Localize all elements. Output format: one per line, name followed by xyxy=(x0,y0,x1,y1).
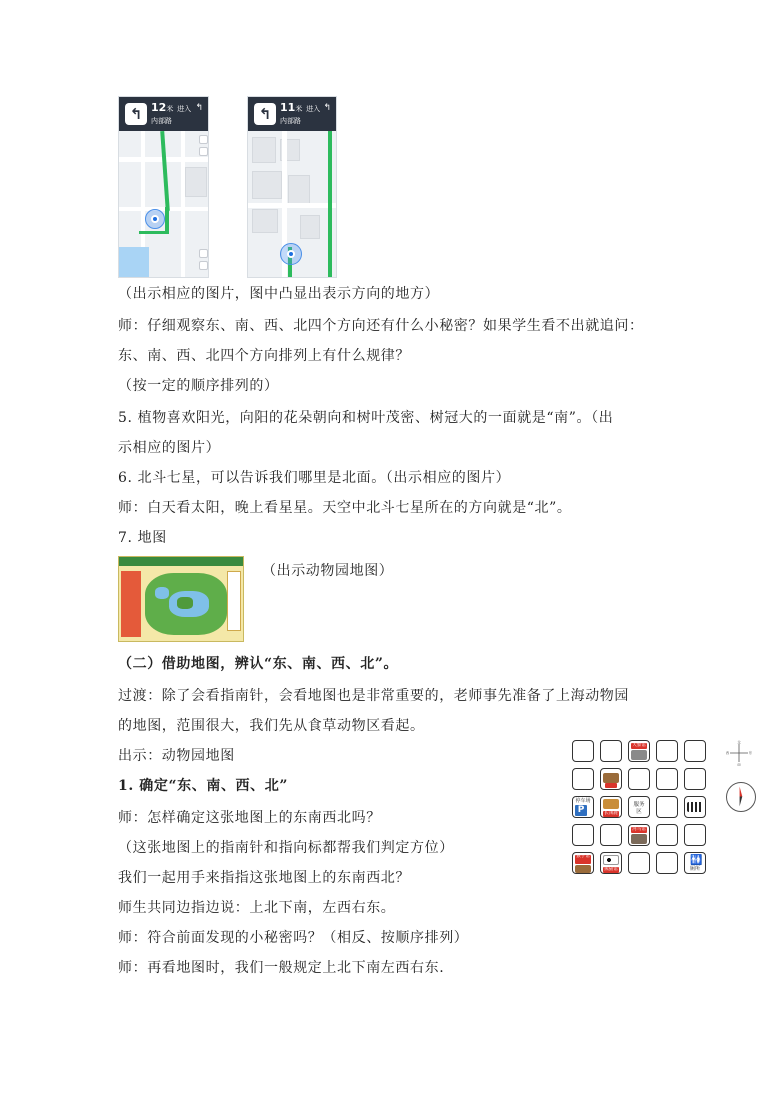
nav-distance: 12 xyxy=(151,101,167,114)
grid-cell xyxy=(684,824,706,846)
compass-icon xyxy=(726,782,756,812)
monkey-house-label: 猴子馆 xyxy=(575,855,591,864)
zoo-grid-map xyxy=(572,740,712,878)
east-label: 东 xyxy=(748,751,752,755)
zoom-out-icon xyxy=(199,261,208,270)
panda-icon xyxy=(603,855,619,865)
transition-line-2: 的地图，范围很大，我们先从食草动物区看起。 xyxy=(118,718,425,734)
sound-icon xyxy=(199,147,208,156)
grid-cell xyxy=(656,796,678,818)
nav-road-name: 内部路 xyxy=(151,117,172,125)
item-5-continued: 示相应的图片） xyxy=(118,440,221,456)
parking-icon: P xyxy=(575,805,587,816)
item-7-map: 7. 地图 xyxy=(118,530,167,546)
caption-highlight-directions: （出示相应的图片，图中凸显出表示方向的地方） xyxy=(118,286,440,302)
turn-arrow-icon: ↰ xyxy=(125,103,147,125)
zoo-map-caption: （出示动物园地图） xyxy=(262,563,394,579)
grid-cell-panda xyxy=(600,852,622,874)
nav-action: 进入 xyxy=(306,105,321,113)
grid-cell xyxy=(628,768,650,790)
grid-cell xyxy=(600,740,622,762)
up-north-down-south: 师生共同边指边说：上北下南，左西右东。 xyxy=(118,900,396,916)
nav-distance: 11 xyxy=(280,101,296,114)
hippo-icon xyxy=(631,834,647,844)
follow-up-question: 东、南、西、北四个方向排列上有什么规律？ xyxy=(118,348,410,364)
grid-cell xyxy=(572,768,594,790)
grid-cell xyxy=(572,824,594,846)
grid-cell xyxy=(600,824,622,846)
answer-order: （按一定的顺序排列的） xyxy=(118,378,279,394)
grid-cell xyxy=(684,740,706,762)
monkey-icon xyxy=(603,773,619,783)
point-together: 我们一起用手来指指这张地图上的东南西北？ xyxy=(118,870,410,886)
direction-cross-icon xyxy=(726,740,752,766)
teacher-match-secret: 师：符合前面发现的小秘密吗？（相反、按顺序排列） xyxy=(118,930,469,946)
teacher-how-determine: 师：怎样确定这张地图上的东南西北吗？ xyxy=(118,810,381,826)
grid-cell-hippo xyxy=(628,824,650,846)
grid-cell-parking xyxy=(572,796,594,818)
layer-icon xyxy=(199,135,208,144)
navigation-screenshot-1 xyxy=(118,96,209,278)
zoo-map-image xyxy=(118,556,244,642)
elephant-label: 大象馆 xyxy=(632,743,646,748)
grid-cell-monkey xyxy=(600,768,622,790)
monkey-icon xyxy=(575,865,591,873)
nav-instruction-bar xyxy=(248,97,336,131)
north-label: 北 xyxy=(737,740,741,745)
item-5-plants: 5. 植物喜欢阳光，向阳的花朵朝向和树叶茂密、树冠大的一面就是“南”。（出 xyxy=(118,410,614,426)
parking-label: 停车场 xyxy=(575,798,591,804)
grid-cell xyxy=(656,824,678,846)
item-6-big-dipper: 6. 北斗七星，可以告诉我们哪里是北面。（出示相应的图片） xyxy=(118,470,511,486)
transition-line-1: 过渡：除了会看指南针，会看地图也是非常重要的，老师事先准备了上海动物园 xyxy=(118,688,629,704)
elephant-icon xyxy=(631,750,647,760)
section-heading: （二）借助地图，辨认“东、南、西、北”。 xyxy=(118,656,399,672)
nav-road-name: 内部路 xyxy=(280,117,301,125)
nav-action: 进入 xyxy=(177,105,192,113)
zoom-in-icon xyxy=(199,249,208,258)
grid-cell xyxy=(656,852,678,874)
giraffe-icon xyxy=(603,799,619,809)
grid-cell-elephant xyxy=(628,740,650,762)
teacher-question-secret: 师：仔细观察东、南、西、北四个方向还有什么小秘密？如果学生看不出就追问： xyxy=(118,318,644,334)
hippo-label: 河马馆 xyxy=(632,827,646,832)
nav-unit: 米 xyxy=(295,105,303,113)
nav-instruction-bar xyxy=(119,97,208,131)
show-zoo-map: 出示：动物园地图 xyxy=(118,748,235,764)
grid-cell-monkey-house xyxy=(572,852,594,874)
grid-cell xyxy=(684,768,706,790)
grid-cell-toilet xyxy=(684,852,706,874)
zebra-icon xyxy=(687,802,703,812)
compass-explanation: （这张地图上的指南针和指向标都帮我们判定方位） xyxy=(118,840,454,856)
panda-label: 熊猫馆 xyxy=(604,867,618,872)
grid-cell xyxy=(628,852,650,874)
turn-small-icon: ↰ xyxy=(195,103,203,113)
teacher-sun-stars: 师：白天看太阳，晚上看星星。天空中北斗七星所在的方向就是“北”。 xyxy=(118,500,572,516)
south-label: 南 xyxy=(737,763,741,766)
navigation-screenshot-2 xyxy=(247,96,337,278)
nav-unit: 米 xyxy=(166,105,174,113)
turn-small-icon: ↰ xyxy=(323,103,331,113)
service-area-label: 服务区 xyxy=(633,802,645,815)
teacher-convention: 师：再看地图时，我们一般规定上北下南左西右东. xyxy=(118,960,445,976)
grid-cell-giraffe xyxy=(600,796,622,818)
grid-cell xyxy=(656,740,678,762)
giraffe-label: 长颈鹿 xyxy=(604,811,618,816)
grid-cell-zebra xyxy=(684,796,706,818)
west-label: 西 xyxy=(726,751,730,755)
grid-cell xyxy=(656,768,678,790)
grid-cell-service xyxy=(628,796,650,818)
grid-cell xyxy=(572,740,594,762)
step-1-heading: 1. 确定“东、南、西、北” xyxy=(118,778,288,794)
toilet-label: 厕所 xyxy=(689,866,700,872)
turn-arrow-icon: ↰ xyxy=(254,103,276,125)
toilet-icon: 🚻 xyxy=(690,855,703,866)
